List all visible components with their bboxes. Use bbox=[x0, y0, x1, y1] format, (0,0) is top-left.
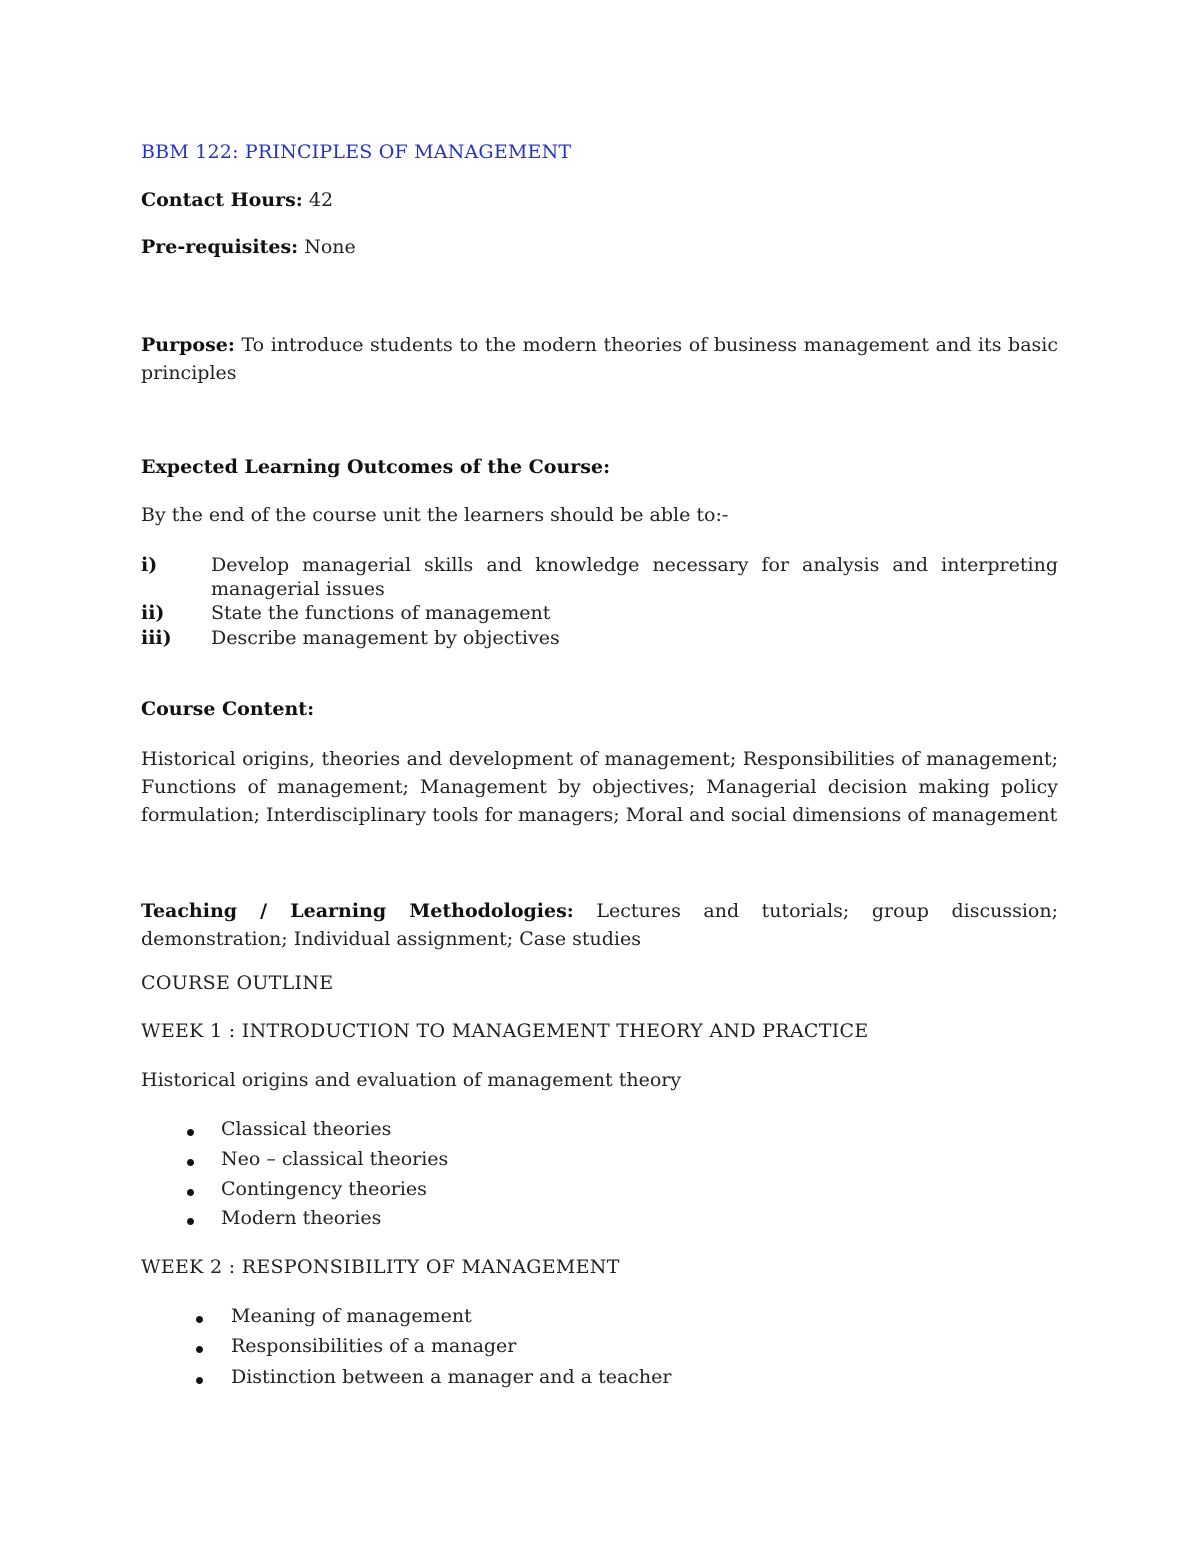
bullet-icon bbox=[196, 1316, 203, 1323]
purpose-line-2: principles bbox=[141, 362, 237, 384]
outcomes-heading-text: Expected Learning Outcomes of the Course: bbox=[141, 456, 611, 478]
list-item: Contingency theories bbox=[221, 1178, 427, 1200]
list-item: Meaning of management bbox=[231, 1305, 472, 1327]
course-content-heading-text: Course Content: bbox=[141, 698, 315, 720]
course-content-heading bbox=[141, 698, 314, 720]
outcomes-intro: By the end of the course unit the learners should be able to:- bbox=[141, 504, 729, 526]
list-item: Neo – classical theories bbox=[221, 1148, 449, 1170]
prerequisites-value: None bbox=[304, 236, 356, 258]
course-outline-heading: COURSE OUTLINE bbox=[141, 972, 334, 994]
bullet-icon bbox=[187, 1189, 194, 1196]
list-item: Responsibilities of a manager bbox=[231, 1335, 517, 1357]
prerequisites-label: Pre-requisites: bbox=[141, 236, 299, 258]
week-1-heading: WEEK 1 : INTRODUCTION TO MANAGEMENT THEORY AND PRACTICE bbox=[141, 1020, 869, 1042]
bullet-icon bbox=[187, 1129, 194, 1136]
purpose-line-1: To introduce students to the modern theories of business management and its basic bbox=[241, 334, 1058, 356]
list-item: Distinction between a manager and a teacher bbox=[231, 1366, 672, 1388]
course-content-line-2: Functions of management; Management by objectives; Managerial decision making policy bbox=[141, 776, 1058, 798]
week-2-heading: WEEK 2 : RESPONSIBILITY OF MANAGEMENT bbox=[141, 1256, 620, 1278]
contact-hours-label: Contact Hours: bbox=[141, 189, 303, 211]
contact-hours bbox=[141, 189, 333, 211]
outcome-number: ii) bbox=[141, 602, 165, 624]
outcome-line-1: Develop managerial skills and knowledge necessary for analysis and interpreting bbox=[211, 554, 1058, 576]
list-item: Modern theories bbox=[221, 1207, 382, 1229]
outcome-line-2: managerial issues bbox=[211, 578, 385, 600]
list-item: Classical theories bbox=[221, 1118, 392, 1140]
methodologies-paragraph bbox=[141, 897, 1058, 953]
methodologies-label: Teaching / Learning Methodologies: bbox=[141, 900, 574, 922]
bullet-icon bbox=[196, 1346, 203, 1353]
purpose-label: Purpose: bbox=[141, 334, 235, 356]
outcomes-heading bbox=[141, 456, 610, 478]
contact-hours-value: 42 bbox=[308, 189, 334, 211]
purpose-paragraph bbox=[141, 331, 1058, 387]
bullet-icon bbox=[187, 1159, 194, 1166]
outcome-line-1: State the functions of management bbox=[211, 602, 551, 624]
methodologies-line-1: Lectures and tutorials; group discussion; bbox=[596, 900, 1059, 922]
outcome-number: iii) bbox=[141, 627, 172, 649]
course-title: BBM 122: PRINCIPLES OF MANAGEMENT bbox=[141, 141, 572, 163]
outcome-number: i) bbox=[141, 554, 158, 576]
course-content-line-3: formulation; Interdisciplinary tools for managers; Moral and social dimensions of management bbox=[141, 804, 1058, 826]
prerequisites bbox=[141, 236, 356, 258]
course-content-line-1: Historical origins, theories and development of management; Responsibilities of management; bbox=[141, 748, 1058, 770]
bullet-icon bbox=[187, 1218, 194, 1225]
week-1-intro: Historical origins and evaluation of management theory bbox=[141, 1069, 682, 1091]
methodologies-line-2: demonstration; Individual assignment; Case studies bbox=[141, 928, 641, 950]
bullet-icon bbox=[196, 1377, 203, 1384]
outcome-line-1: Describe management by objectives bbox=[211, 627, 560, 649]
course-content-paragraph bbox=[141, 745, 1058, 829]
